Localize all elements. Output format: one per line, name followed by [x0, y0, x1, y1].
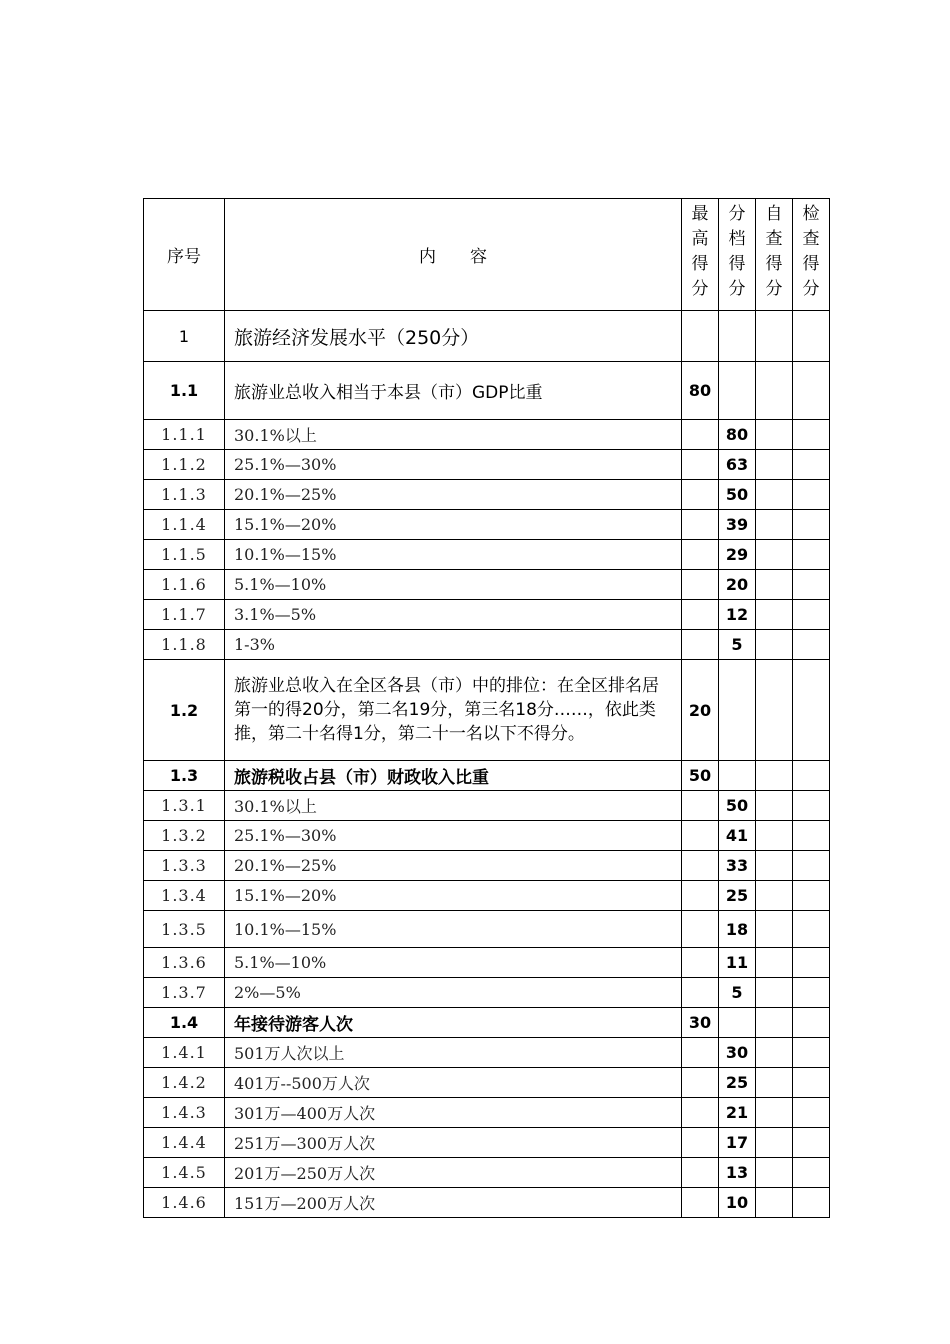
row-max-score	[682, 1128, 719, 1158]
row-check-score[interactable]	[793, 311, 830, 362]
row-content: 251万—300万人次	[225, 1128, 682, 1158]
row-max-score	[682, 948, 719, 978]
table-row	[144, 978, 830, 1008]
row-max-score: 50	[682, 761, 719, 791]
row-check-score[interactable]	[793, 821, 830, 851]
row-max-score: 30	[682, 1008, 719, 1038]
row-self-score[interactable]	[756, 420, 793, 450]
row-self-score[interactable]	[756, 1128, 793, 1158]
row-tier-score: 17	[719, 1128, 756, 1158]
row-seq: 1.1.7	[144, 600, 225, 630]
row-tier-score	[719, 761, 756, 791]
row-seq: 1.1	[144, 362, 225, 420]
row-check-score[interactable]	[793, 791, 830, 821]
row-seq: 1.1.8	[144, 630, 225, 660]
row-content: 151万—200万人次	[225, 1188, 682, 1218]
row-seq: 1	[144, 311, 225, 362]
header-char: 最	[691, 204, 709, 224]
row-max-score	[682, 630, 719, 660]
header-char: 高	[691, 229, 709, 249]
table-row	[144, 1038, 830, 1068]
row-tier-score: 50	[719, 791, 756, 821]
table-row	[144, 311, 830, 362]
table-row	[144, 540, 830, 570]
row-max-score	[682, 570, 719, 600]
row-content: 20.1%—25%	[225, 851, 682, 881]
row-max-score	[682, 791, 719, 821]
row-content: 1-3%	[225, 630, 682, 660]
row-tier-score: 11	[719, 948, 756, 978]
table-header-row	[144, 199, 830, 311]
row-content: 5.1%—10%	[225, 570, 682, 600]
scoring-table	[143, 198, 830, 1218]
row-self-score[interactable]	[756, 761, 793, 791]
table-row	[144, 911, 830, 948]
header-check-score	[793, 199, 830, 311]
header-content: 内 容	[225, 199, 682, 311]
row-seq: 1.3.3	[144, 851, 225, 881]
row-self-score[interactable]	[756, 450, 793, 480]
header-char: 分	[765, 279, 783, 299]
row-self-score[interactable]	[756, 1038, 793, 1068]
header-char: 查	[765, 229, 783, 249]
row-tier-score: 80	[719, 420, 756, 450]
header-char: 分	[691, 279, 709, 299]
row-tier-score: 10	[719, 1188, 756, 1218]
row-check-score[interactable]	[793, 978, 830, 1008]
row-self-score[interactable]	[756, 1188, 793, 1218]
row-seq: 1.1.6	[144, 570, 225, 600]
row-max-score	[682, 978, 719, 1008]
row-max-score	[682, 480, 719, 510]
row-content: 旅游经济发展水平（250分）	[225, 311, 682, 362]
row-check-score[interactable]	[793, 420, 830, 450]
row-seq: 1.3.2	[144, 821, 225, 851]
table-row	[144, 420, 830, 450]
table-row	[144, 881, 830, 911]
row-content: 旅游业总收入相当于本县（市）GDP比重	[225, 362, 682, 420]
row-content: 旅游业总收入在全区各县（市）中的排位：在全区排名居第一的得20分，第二名19分，第三名18分……，依此类推，第二十名得1分，第二十一名以下不得分。	[225, 660, 682, 761]
header-char: 分	[802, 279, 820, 299]
row-self-score[interactable]	[756, 978, 793, 1008]
row-check-score[interactable]	[793, 948, 830, 978]
row-seq: 1.1.2	[144, 450, 225, 480]
row-tier-score: 12	[719, 600, 756, 630]
row-seq: 1.3.6	[144, 948, 225, 978]
row-self-score[interactable]	[756, 851, 793, 881]
row-seq: 1.1.3	[144, 480, 225, 510]
row-content: 15.1%—20%	[225, 510, 682, 540]
row-content: 年接待游客人次	[225, 1008, 682, 1038]
row-self-score[interactable]	[756, 1098, 793, 1128]
row-check-score[interactable]	[793, 911, 830, 948]
row-self-score[interactable]	[756, 311, 793, 362]
row-seq: 1.4	[144, 1008, 225, 1038]
row-tier-score: 25	[719, 881, 756, 911]
row-check-score[interactable]	[793, 1158, 830, 1188]
row-max-score	[682, 600, 719, 630]
table-row	[144, 660, 830, 761]
row-check-score[interactable]	[793, 540, 830, 570]
table-row	[144, 821, 830, 851]
row-max-score	[682, 450, 719, 480]
row-content: 30.1%以上	[225, 791, 682, 821]
row-max-score	[682, 821, 719, 851]
header-char: 得	[691, 254, 709, 274]
row-max-score	[682, 1068, 719, 1098]
table-row	[144, 1068, 830, 1098]
table-row	[144, 510, 830, 540]
header-char: 档	[728, 229, 746, 249]
row-max-score	[682, 311, 719, 362]
table-row	[144, 1098, 830, 1128]
row-max-score	[682, 1188, 719, 1218]
row-check-score[interactable]	[793, 570, 830, 600]
row-seq: 1.4.2	[144, 1068, 225, 1098]
row-self-score[interactable]	[756, 570, 793, 600]
row-content: 301万—400万人次	[225, 1098, 682, 1128]
row-seq: 1.3.7	[144, 978, 225, 1008]
row-tier-score	[719, 1008, 756, 1038]
row-check-score[interactable]	[793, 1068, 830, 1098]
row-max-score	[682, 911, 719, 948]
row-max-score	[682, 851, 719, 881]
row-check-score[interactable]	[793, 1188, 830, 1218]
table-row	[144, 1008, 830, 1038]
row-check-score[interactable]	[793, 761, 830, 791]
row-max-score	[682, 1038, 719, 1068]
row-content: 20.1%—25%	[225, 480, 682, 510]
header-tier-score	[719, 199, 756, 311]
table-row	[144, 761, 830, 791]
row-seq: 1.3.5	[144, 911, 225, 948]
row-content: 旅游税收占县（市）财政收入比重	[225, 761, 682, 791]
row-content: 10.1%—15%	[225, 911, 682, 948]
header-char: 得	[802, 254, 820, 274]
row-self-score[interactable]	[756, 600, 793, 630]
row-tier-score: 25	[719, 1068, 756, 1098]
row-tier-score: 21	[719, 1098, 756, 1128]
row-check-score[interactable]	[793, 1098, 830, 1128]
header-char: 查	[802, 229, 820, 249]
row-content: 201万—250万人次	[225, 1158, 682, 1188]
row-tier-score: 20	[719, 570, 756, 600]
row-self-score[interactable]	[756, 660, 793, 761]
row-content: 501万人次以上	[225, 1038, 682, 1068]
table-row	[144, 480, 830, 510]
row-seq: 1.1.4	[144, 510, 225, 540]
row-seq: 1.4.3	[144, 1098, 225, 1128]
row-content: 25.1%—30%	[225, 450, 682, 480]
row-check-score[interactable]	[793, 1038, 830, 1068]
header-char: 得	[765, 254, 783, 274]
row-tier-score	[719, 311, 756, 362]
header-char: 分	[728, 279, 746, 299]
row-check-score[interactable]	[793, 480, 830, 510]
header-seq: 序号	[144, 199, 225, 311]
row-seq: 1.4.4	[144, 1128, 225, 1158]
row-seq: 1.1.5	[144, 540, 225, 570]
row-content: 30.1%以上	[225, 420, 682, 450]
row-tier-score: 5	[719, 630, 756, 660]
row-content: 10.1%—15%	[225, 540, 682, 570]
row-self-score[interactable]	[756, 362, 793, 420]
row-seq: 1.3.4	[144, 881, 225, 911]
row-self-score[interactable]	[756, 948, 793, 978]
row-max-score	[682, 1098, 719, 1128]
header-char: 得	[728, 254, 746, 274]
table-row	[144, 600, 830, 630]
row-content: 2%—5%	[225, 978, 682, 1008]
table-row	[144, 570, 830, 600]
row-tier-score: 29	[719, 540, 756, 570]
row-check-score[interactable]	[793, 450, 830, 480]
row-content: 5.1%—10%	[225, 948, 682, 978]
row-self-score[interactable]	[756, 821, 793, 851]
header-char: 分	[728, 204, 746, 224]
row-max-score: 20	[682, 660, 719, 761]
table-row	[144, 1188, 830, 1218]
row-tier-score: 13	[719, 1158, 756, 1188]
table-row	[144, 450, 830, 480]
row-tier-score: 63	[719, 450, 756, 480]
row-max-score	[682, 540, 719, 570]
header-char: 检	[802, 204, 820, 224]
row-check-score[interactable]	[793, 362, 830, 420]
table-row	[144, 1158, 830, 1188]
row-self-score[interactable]	[756, 1158, 793, 1188]
row-max-score	[682, 881, 719, 911]
row-check-score[interactable]	[793, 660, 830, 761]
row-check-score[interactable]	[793, 851, 830, 881]
row-content: 401万--500万人次	[225, 1068, 682, 1098]
row-seq: 1.4.1	[144, 1038, 225, 1068]
row-seq: 1.1.1	[144, 420, 225, 450]
row-self-score[interactable]	[756, 881, 793, 911]
row-tier-score: 33	[719, 851, 756, 881]
row-tier-score	[719, 660, 756, 761]
row-seq: 1.3.1	[144, 791, 225, 821]
table-row	[144, 1128, 830, 1158]
row-check-score[interactable]	[793, 600, 830, 630]
row-seq: 1.2	[144, 660, 225, 761]
row-self-score[interactable]	[756, 540, 793, 570]
row-seq: 1.4.5	[144, 1158, 225, 1188]
row-check-score[interactable]	[793, 1128, 830, 1158]
row-max-score	[682, 420, 719, 450]
row-tier-score: 30	[719, 1038, 756, 1068]
row-self-score[interactable]	[756, 791, 793, 821]
row-self-score[interactable]	[756, 630, 793, 660]
row-self-score[interactable]	[756, 1008, 793, 1038]
row-check-score[interactable]	[793, 881, 830, 911]
table-row	[144, 948, 830, 978]
row-tier-score: 18	[719, 911, 756, 948]
row-self-score[interactable]	[756, 1068, 793, 1098]
row-max-score	[682, 1158, 719, 1188]
table-row	[144, 630, 830, 660]
row-tier-score: 50	[719, 480, 756, 510]
row-content: 15.1%—20%	[225, 881, 682, 911]
header-self-score	[756, 199, 793, 311]
row-check-score[interactable]	[793, 630, 830, 660]
header-char: 自	[765, 204, 783, 224]
row-content: 25.1%—30%	[225, 821, 682, 851]
row-max-score: 80	[682, 362, 719, 420]
table-row	[144, 851, 830, 881]
table-row	[144, 791, 830, 821]
row-max-score	[682, 510, 719, 540]
row-tier-score: 39	[719, 510, 756, 540]
header-max-score	[682, 199, 719, 311]
row-check-score[interactable]	[793, 510, 830, 540]
table-row	[144, 362, 830, 420]
row-tier-score	[719, 362, 756, 420]
row-tier-score: 41	[719, 821, 756, 851]
row-self-score[interactable]	[756, 510, 793, 540]
row-tier-score: 5	[719, 978, 756, 1008]
row-self-score[interactable]	[756, 911, 793, 948]
row-seq: 1.4.6	[144, 1188, 225, 1218]
row-content: 3.1%—5%	[225, 600, 682, 630]
row-seq: 1.3	[144, 761, 225, 791]
row-check-score[interactable]	[793, 1008, 830, 1038]
row-self-score[interactable]	[756, 480, 793, 510]
